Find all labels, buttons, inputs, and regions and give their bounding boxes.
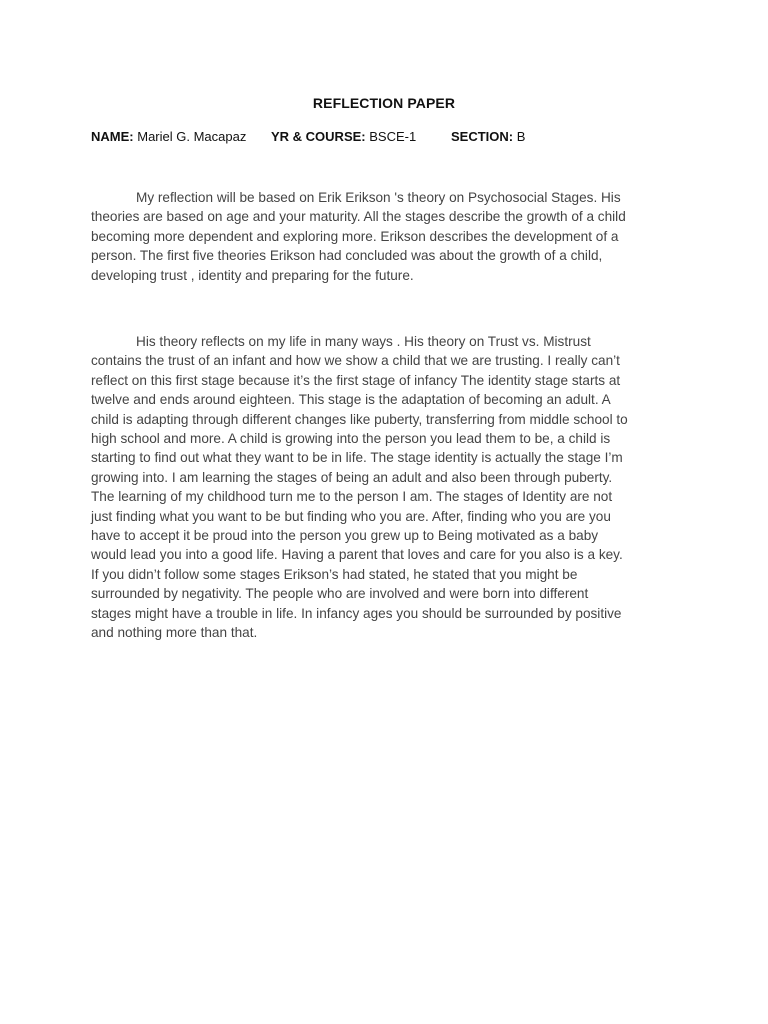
meta-section xyxy=(451,129,525,144)
paragraph-line: If you didn’t follow some stages Erikson’s had stated, he stated that you might be xyxy=(91,566,578,582)
paragraph-line xyxy=(91,332,681,351)
paragraph-line: and nothing more than that. xyxy=(91,625,258,641)
paragraph-line xyxy=(91,188,681,207)
paragraph-line: person. The first five theories Erikson had concluded was about the growth of a child, xyxy=(91,248,603,264)
meta-name xyxy=(91,129,246,144)
paragraph-line: surrounded by negativity. The people who are involved and were born into different xyxy=(91,586,589,602)
paragraph-line: The learning of my childhood turn me to the person I am. The stages of Identity are not xyxy=(91,489,613,505)
paragraph-line-text: His theory reflects on my life in many ways . His theory on Trust vs. Mistrust xyxy=(136,334,591,349)
paragraph-line-text: My reflection will be based on Erik Erikson 's theory on Psychosocial Stages. His xyxy=(136,190,621,205)
paragraph-line: just finding what you want to be but finding who you are. After, finding who you are you xyxy=(91,508,611,524)
meta-course-label: YR & COURSE: xyxy=(271,129,366,144)
meta-course-value: BSCE-1 xyxy=(369,129,417,144)
document-meta xyxy=(91,129,691,147)
meta-name-value: Mariel G. Macapaz xyxy=(137,129,247,144)
paragraph-line: contains the trust of an infant and how we show a child that we are trusting. I really can’t xyxy=(91,353,620,369)
paragraph-2 xyxy=(91,332,681,643)
paragraph-line: twelve and ends around eighteen. This stage is the adaptation of becoming an adult. A xyxy=(91,392,611,408)
paragraph-line: child is adapting through different changes like puberty, transferring from middle school to xyxy=(91,411,628,427)
paragraph-line: developing trust , identity and preparing for the future. xyxy=(91,267,414,283)
document-title: REFLECTION PAPER xyxy=(312,95,456,111)
meta-name-label: NAME: xyxy=(91,129,134,144)
paragraph-line: theories are based on age and your maturity. All the stages describe the growth of a child xyxy=(91,209,626,225)
paragraph-line: have to accept it be proud into the person you grew up to Being motivated as a baby xyxy=(91,528,599,544)
meta-course xyxy=(271,129,416,144)
paragraph-1 xyxy=(91,188,681,285)
paragraph-line: high school and more. A child is growing into the person you lead them to be, a child is xyxy=(91,431,611,447)
meta-section-label: SECTION: xyxy=(451,129,514,144)
paragraph-line: would lead you into a good life. Having a parent that loves and care for you also is a key. xyxy=(91,547,623,563)
paragraph-line: reflect on this first stage because it’s the first stage of infancy The identity stage starts at xyxy=(91,372,621,388)
meta-section-value: B xyxy=(516,129,526,144)
paragraph-line: becoming more dependent and exploring more. Erikson describes the development of a xyxy=(91,228,619,244)
paragraph-line: growing into. I am learning the stages of being an adult and also been through puberty. xyxy=(91,469,613,485)
paragraph-line: starting to find out what they want to be in life. The stage identity is actually the stage I’m xyxy=(91,450,623,466)
paragraph-line: stages might have a trouble in life. In infancy ages you should be surrounded by positive xyxy=(91,605,622,621)
